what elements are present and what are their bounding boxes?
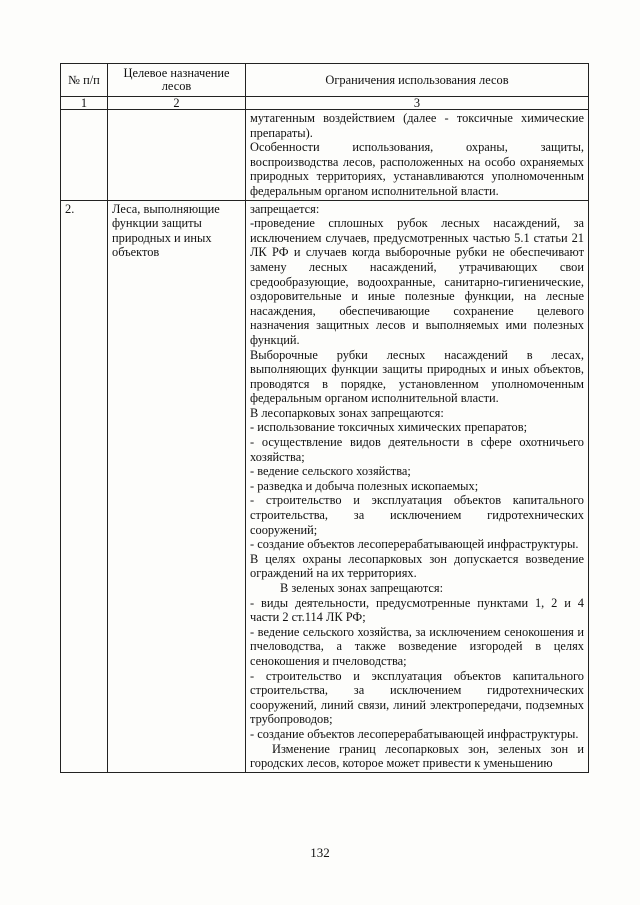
list-item: - использование токсичных химических препаратов; xyxy=(250,420,528,435)
paragraph: В лесопарковых зонах запрещаются: xyxy=(250,405,444,420)
restrictions-cell xyxy=(246,110,589,201)
purpose-cell: Леса, выполняющие функции защиты природных и иных объектов xyxy=(108,200,246,772)
column-number-2: 2 xyxy=(108,97,246,110)
table-header-row xyxy=(61,64,589,97)
paragraph: В целях охраны лесопарковых зон допускается возведение ограждений на их территориях. xyxy=(250,551,584,581)
list-item: - ведение сельского хозяйства; xyxy=(250,464,411,479)
table-row-2 xyxy=(61,200,589,772)
row-number-cell xyxy=(61,110,108,201)
paragraph: Выборочные рубки лесных насаждений в лесах, выполняющих функции защиты природных и иных объектов, проводятся в порядке, установленном уполномоченным федеральным органом исполнительной власти. xyxy=(250,347,584,406)
table-row-continued xyxy=(61,110,589,201)
paragraph: мутагенным воздействием (далее - токсичные химические препараты). xyxy=(250,111,584,140)
forest-restrictions-table xyxy=(60,63,589,773)
page-number: 132 xyxy=(310,845,330,860)
column-number-1: 1 xyxy=(61,97,108,110)
purpose-cell xyxy=(108,110,246,201)
paragraph: запрещается: xyxy=(250,201,320,216)
paragraph: Особенности использования, охраны, защиты, воспроизводства лесов, расположенных на особо охраняемых природных территориях, устанавливаются уполномоченным федеральным органом исполнительной власти. xyxy=(250,140,584,198)
list-item: - создание объектов лесоперерабатывающей инфраструктуры. xyxy=(250,726,579,741)
row-number-cell: 2. xyxy=(61,200,108,772)
paragraph: Изменение границ лесопарковых зон, зеленых зон и городских лесов, которое может привести к уменьшению xyxy=(250,741,584,771)
list-item: - виды деятельности, предусмотренные пунктами 1, 2 и 4 части 2 ст.114 ЛК РФ; xyxy=(250,595,584,625)
restrictions-cell xyxy=(246,200,589,772)
column-number-3: 3 xyxy=(246,97,589,110)
paragraph: В зеленых зонах запрещаются: xyxy=(280,581,444,595)
list-item: - разведка и добыча полезных ископаемых; xyxy=(250,478,479,493)
header-restrictions: Ограничения использования лесов xyxy=(246,64,589,97)
list-item: - строительство и эксплуатация объектов капитального строительства, за исключением гидротехнических сооружений, линий связи, линий электропередачи, подземных трубопроводов; xyxy=(250,668,584,727)
list-item: - строительство и эксплуатация объектов капитального строительства, за исключением гидротехнических сооружений; xyxy=(250,493,584,537)
header-purpose: Целевое назначение лесов xyxy=(108,64,246,97)
list-item: - ведение сельского хозяйства, за исключением сенокошения и пчеловодства, а также возведение изгородей в целях сенокошения и пчеловодства; xyxy=(250,624,584,668)
list-item: - осуществление видов деятельности в сфере охотничьего хозяйства; xyxy=(250,435,584,464)
list-item: - создание объектов лесоперерабатывающей инфраструктуры. xyxy=(250,537,579,552)
column-numbers-row xyxy=(61,97,589,110)
header-number: № п/п xyxy=(61,64,108,97)
paragraph: -проведение сплошных рубок лесных насаждений, за исключением случаев, предусмотренных частью 5.1 статьи 21 ЛК РФ и случаев когда выборочные рубки не обеспечивают замену лесных насаждений, утрачивающих свои средообразующие, водоохранные, санитарно-гигиенические, оздоровительные и иные полезные функции, на лесные насаждения, обеспечивающие сохранение целевого назначения защитных лесов и выполняемых ими полезных функций. xyxy=(250,216,584,347)
